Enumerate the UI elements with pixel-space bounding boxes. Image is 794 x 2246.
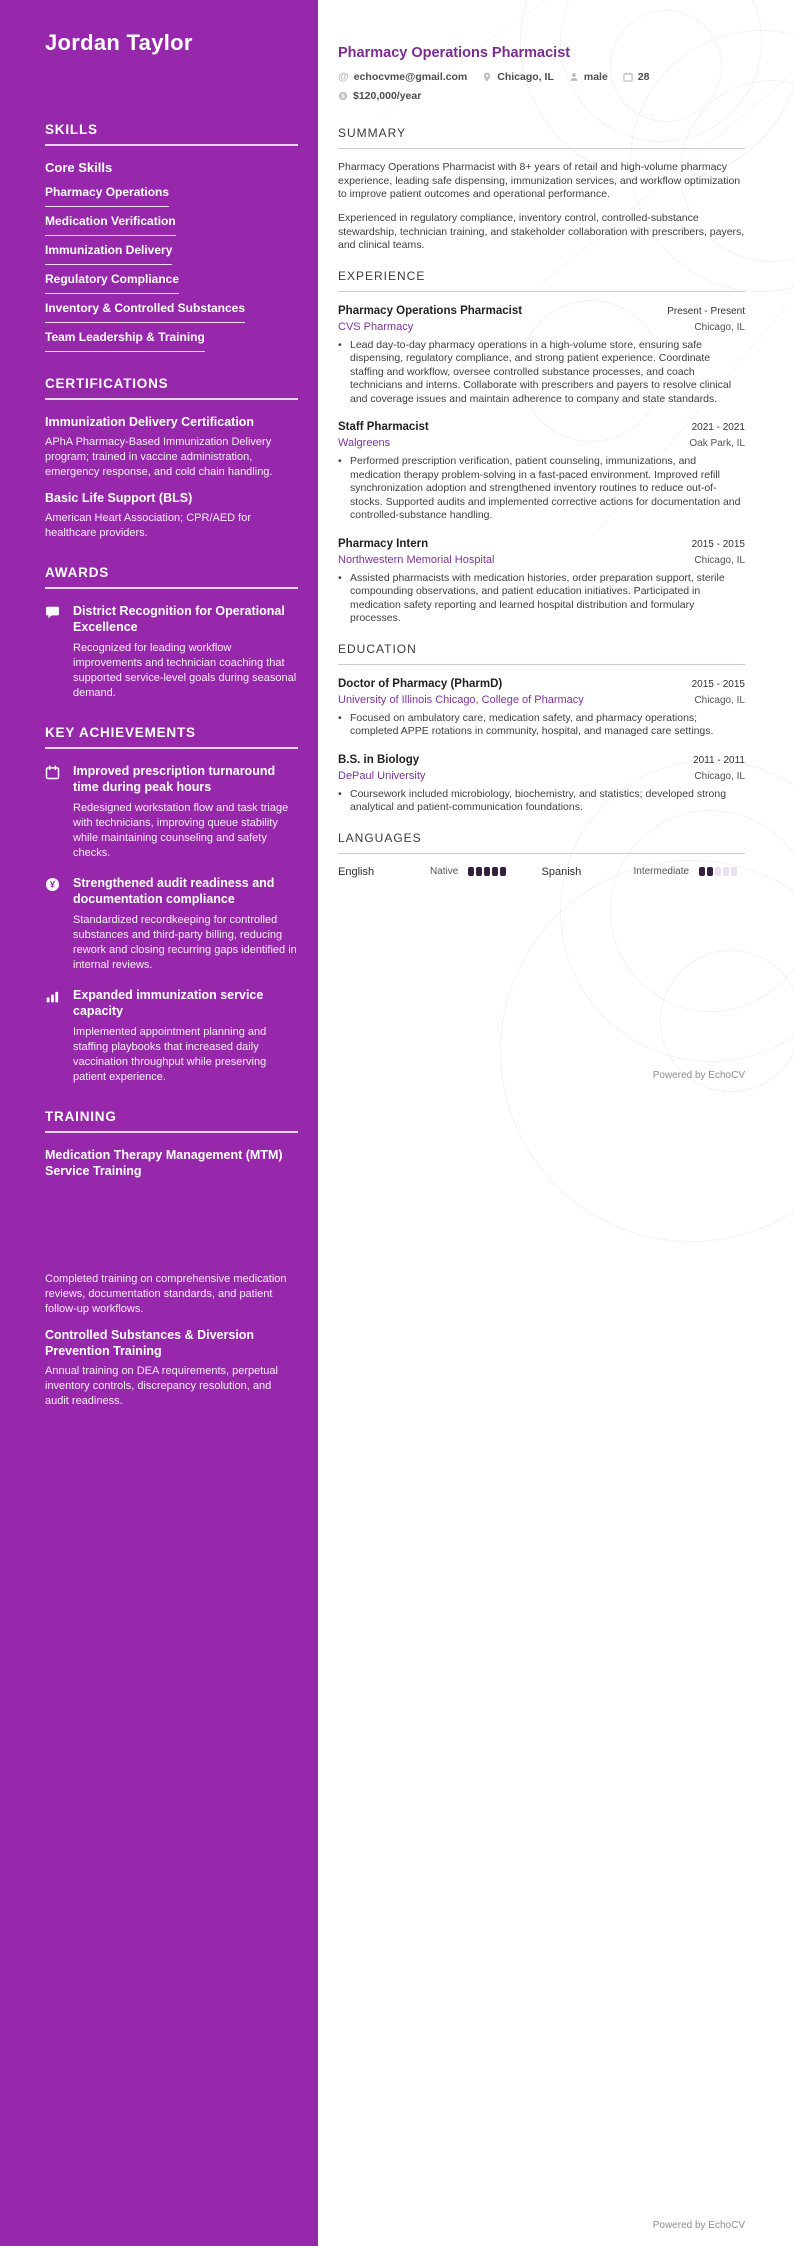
achievement-title: Strengthened audit readiness and documentation compliance bbox=[73, 876, 275, 906]
school-name: University of Illinois Chicago, College of Pharmacy bbox=[338, 693, 584, 706]
contact-gender bbox=[569, 71, 608, 83]
certification-description: American Heart Association; CPR/AED for healthcare providers. bbox=[45, 512, 252, 539]
job-location: Oak Park, IL bbox=[689, 438, 745, 449]
bullet-marker: • bbox=[338, 455, 342, 467]
award-description: Recognized for leading workflow improvements and technician coaching that supported service-level goals during seasonal demand. bbox=[73, 642, 297, 699]
bullet-marker: • bbox=[338, 711, 342, 724]
contact-email bbox=[338, 71, 467, 83]
currency-circle-icon bbox=[45, 875, 60, 973]
awards-section-title: AWARDS bbox=[45, 565, 298, 589]
language-proficiency-dots bbox=[468, 867, 506, 876]
language-level: Intermediate bbox=[633, 866, 690, 877]
svg-text:¥: ¥ bbox=[50, 879, 55, 890]
certification-description: APhA Pharmacy-Based Immunization Delivery program; trained in vaccine administration, emergency response, and cold chain handling. bbox=[45, 436, 273, 478]
bar-chart-icon bbox=[45, 987, 60, 1085]
pin-icon bbox=[482, 72, 492, 82]
language-name: English bbox=[338, 865, 375, 878]
main-column bbox=[318, 0, 794, 878]
school-location: Chicago, IL bbox=[694, 770, 745, 782]
email-text[interactable]: echocvme@gmail.com bbox=[353, 71, 468, 83]
powered-by-footer[interactable]: Powered by EchoCV bbox=[652, 2220, 745, 2231]
job-company: Northwestern Memorial Hospital bbox=[338, 553, 495, 566]
achievement-description: Redesigned workstation flow and task triage with technicians, improving queue stability while maintaining counseling and safety checks. bbox=[73, 802, 289, 859]
bullet-marker: • bbox=[338, 571, 342, 584]
skill-item: Inventory & Controlled Substances bbox=[45, 301, 245, 323]
achievement-item bbox=[45, 987, 298, 1085]
skill-item: Team Leadership & Training bbox=[45, 330, 205, 352]
contact-age bbox=[623, 71, 650, 83]
education-section-title: EDUCATION bbox=[338, 642, 745, 665]
experience-entry bbox=[338, 304, 745, 407]
language-name: Spanish bbox=[541, 865, 582, 878]
page-break-spacer bbox=[45, 1184, 298, 1272]
experience-entry bbox=[338, 420, 745, 523]
calendar-icon bbox=[623, 72, 633, 82]
achievement-item bbox=[45, 763, 298, 861]
training-name: Controlled Substances & Diversion Prevention Training bbox=[45, 1328, 255, 1358]
experience-section-title: EXPERIENCE bbox=[338, 269, 745, 292]
coin-icon bbox=[338, 91, 348, 101]
skill-item: Regulatory Compliance bbox=[45, 272, 179, 294]
training-section-title: TRAINING bbox=[45, 1109, 298, 1133]
summary-paragraph: Experienced in regulatory compliance, inventory control, controlled-substance stewardship, technician training, and stakeholder collaboration with prescribers, payers, and clinical teams. bbox=[338, 212, 745, 251]
job-location: Chicago, IL bbox=[694, 321, 745, 333]
contact-location bbox=[482, 71, 554, 83]
languages-section-title: LANGUAGES bbox=[338, 831, 745, 854]
skill-item: Immunization Delivery bbox=[45, 243, 172, 265]
achievement-description: Implemented appointment planning and staffing playbooks that increased daily vaccination throughput while preserving patient experience. bbox=[73, 1026, 267, 1083]
education-dates: 2015 - 2015 bbox=[691, 678, 745, 690]
calendar-icon bbox=[45, 763, 60, 861]
training-item bbox=[45, 1327, 298, 1409]
job-location: Chicago, IL bbox=[694, 554, 745, 566]
summary-section-title: SUMMARY bbox=[338, 126, 745, 149]
certifications-section-title: CERTIFICATIONS bbox=[45, 376, 298, 400]
award-item bbox=[45, 603, 298, 701]
age-text: 28 bbox=[637, 71, 650, 83]
person-icon bbox=[569, 72, 579, 82]
training-description: Completed training on comprehensive medication reviews, documentation standards, and patient follow-up workflows. bbox=[45, 1273, 287, 1315]
contact-row bbox=[338, 71, 745, 83]
languages-row bbox=[338, 866, 745, 878]
job-role: Pharmacy Intern bbox=[338, 537, 429, 550]
training-description: Annual training on DEA requirements, perpetual inventory controls, discrepancy resolution, and audit readiness. bbox=[45, 1365, 278, 1407]
salary-text: $120,000/year bbox=[353, 90, 422, 102]
language-item bbox=[542, 866, 746, 878]
header-job-title: Pharmacy Operations Pharmacist bbox=[338, 45, 571, 61]
job-bullet: Lead day-to-day pharmacy operations in a high-volume store, ensuring safe dispensing, regulatory compliance, and strong patient experience. Coordinate staffing and workflow, oversee controlled substance processes, and coach technicians and interns. Collaborate with prescribers and payers to resolve clinical and coverage issues and maintain adherence to company and state standards. bbox=[350, 338, 732, 405]
education-dates: 2011 - 2011 bbox=[693, 754, 745, 766]
candidate-name: Jordan Taylor bbox=[45, 30, 193, 55]
skills-section-title: SKILLS bbox=[45, 122, 298, 146]
job-role: Pharmacy Operations Pharmacist bbox=[338, 304, 523, 317]
bullet-marker: • bbox=[338, 338, 342, 351]
bullet-marker: • bbox=[338, 787, 342, 800]
key-achievements-section-title: KEY ACHIEVEMENTS bbox=[45, 725, 298, 749]
location-text: Chicago, IL bbox=[497, 71, 554, 83]
language-level: Native bbox=[430, 866, 459, 877]
school-location: Chicago, IL bbox=[694, 694, 745, 706]
achievement-item bbox=[45, 875, 298, 973]
job-dates: 2015 - 2015 bbox=[691, 538, 745, 550]
achievement-description: Standardized recordkeeping for controlled substances and third-party billing, reducing rework and closing recurring gaps identified in internal reviews. bbox=[73, 914, 297, 971]
language-item bbox=[338, 866, 542, 878]
skills-group-title: Core Skills bbox=[45, 160, 113, 175]
salary-row bbox=[338, 90, 745, 102]
at-icon: @ bbox=[338, 70, 349, 83]
training-name: Medication Therapy Management (MTM) Service Training bbox=[45, 1148, 283, 1178]
speech-bubble-icon bbox=[45, 603, 60, 701]
job-role: Staff Pharmacist bbox=[338, 421, 429, 433]
certification-item bbox=[45, 490, 298, 541]
certification-name: Basic Life Support (BLS) bbox=[45, 491, 193, 505]
achievement-title: Expanded immunization service capacity bbox=[73, 988, 264, 1018]
language-proficiency-dots bbox=[699, 867, 737, 876]
degree-name: B.S. in Biology bbox=[338, 753, 420, 766]
school-name: DePaul University bbox=[338, 769, 426, 782]
degree-name: Doctor of Pharmacy (PharmD) bbox=[338, 677, 503, 690]
sidebar bbox=[0, 0, 318, 2246]
summary-paragraph: Pharmacy Operations Pharmacist with 8+ years of retail and high-volume pharmacy experience, leading safe dispensing, immunization services, and workflow optimization to improve patient outcomes and operational performance. bbox=[338, 161, 741, 200]
certification-item bbox=[45, 414, 298, 480]
job-dates: 2021 - 2021 bbox=[691, 422, 745, 433]
job-bullet: Assisted pharmacists with medication histories, order preparation support, sterile compounding observations, and patient education initiatives. Participated in medication safety reporting and learned hospital distribution and formulary processes. bbox=[350, 571, 725, 624]
education-bullet: Coursework included microbiology, biochemistry, and statistics; developed strong analytical and patient-communication foundations. bbox=[350, 787, 727, 813]
skill-item: Medication Verification bbox=[45, 214, 176, 236]
experience-entry bbox=[338, 537, 745, 626]
svg-text:$: $ bbox=[341, 94, 345, 100]
education-entry bbox=[338, 753, 745, 815]
skill-item: Pharmacy Operations bbox=[45, 185, 169, 207]
achievement-title: Improved prescription turnaround time during peak hours bbox=[73, 764, 276, 794]
contact-salary bbox=[338, 90, 421, 102]
job-dates: Present - Present bbox=[667, 305, 745, 317]
job-company: Walgreens bbox=[338, 437, 391, 449]
education-bullet: Focused on ambulatory care, medication safety, and pharmacy operations; completed APPE rotations in community, hospital, and managed care settings. bbox=[350, 711, 714, 737]
summary-block bbox=[338, 161, 745, 253]
gender-text: male bbox=[583, 71, 608, 83]
job-company: CVS Pharmacy bbox=[338, 320, 414, 333]
certification-name: Immunization Delivery Certification bbox=[45, 415, 255, 429]
education-entry bbox=[338, 677, 745, 739]
job-bullet: Performed prescription verification, patient counseling, immunizations, and medication therapy problem-solving in a fast-paced environment. Improved refill synchronization adoption and strengthened inventory routines to reduce out-of-stocks. Supported audits and implemented corrective actions for documentation and controlled-substance handling. bbox=[350, 455, 741, 521]
powered-by-footer[interactable]: Powered by EchoCV bbox=[652, 1070, 745, 1081]
award-title: District Recognition for Operational Excellence bbox=[73, 604, 285, 634]
training-item bbox=[45, 1147, 298, 1317]
